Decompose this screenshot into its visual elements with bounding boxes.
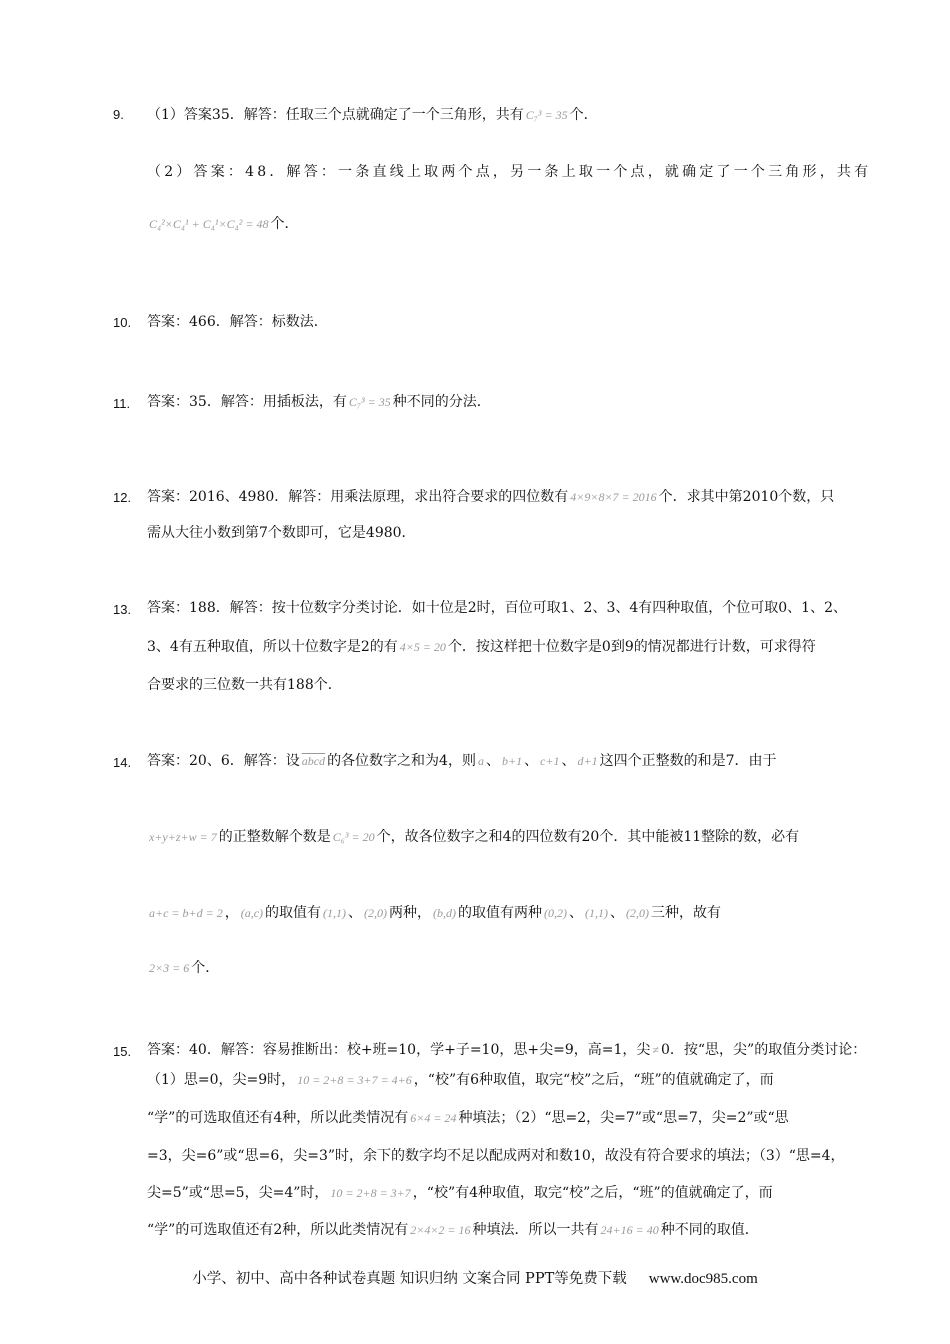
math-formula: (2,0) [364,906,388,920]
text: 三种，故有 [651,905,722,921]
problem-15-line-5 [147,1183,773,1203]
text: 答案：40．解答：容易推断出：校+班=10，学+子=10，思+尖=9，高=1，尖 [147,1042,651,1058]
math-formula: d+1 [577,754,598,768]
problem-15-line-2 [147,1070,774,1090]
text: 种不同的分法． [392,394,491,410]
text: 、 [348,905,363,921]
problem-11-number: 11. [113,396,131,411]
text: 的各位数字之和为4，则 [327,753,476,769]
problem-15-line-1 [147,1040,866,1060]
problem-13-line-1: 答案：188．解答：按十位数字分类讨论．如十位是2时，百位可取1、2、3、4有四种取值，个位可取0、1、2、 [147,600,847,616]
math-formula: 24+16 = 40 [600,1223,659,1237]
text: 的正整数解个数是 [218,829,331,845]
math-formula: (2,0) [626,906,650,920]
math-formula: 6×4 = 24 [410,1111,457,1125]
text: 个． [569,107,598,123]
problem-9-number: 9. [113,107,124,122]
math-formula: 2×3 = 6 [149,961,190,975]
footer-url[interactable]: www.doc985.com [648,1271,758,1287]
math-formula: ≠ [652,1043,659,1057]
problem-13-number: 13. [113,602,132,617]
math-formula: C₇³ = 35 [525,108,568,122]
text: 种不同的取值． [660,1222,759,1238]
math-formula: (1,1) [323,906,347,920]
text: “学”的可选取值还有2种，所以此类情况有 [147,1222,409,1238]
problem-12-number: 12. [113,490,132,505]
math-formula: 10 = 2+8 = 3+7 [330,1186,411,1200]
text: （2）答案：48．解答：一条直线上取两个点，另一条上取一个点，就确定了一个三角形，共有 [147,164,872,180]
math-formula: 10 = 2+8 = 3+7 = 4+6 [297,1073,412,1087]
text: （1）答案35．解答：任取三个点就确定了一个三角形，共有 [147,107,524,123]
text: 个．求其中第2010个数，只 [658,489,835,505]
text: “学”的可选取值还有4种，所以此类情况有 [147,1110,409,1126]
problem-14-line-1 [147,751,777,771]
problem-9-line-1 [147,105,598,125]
text: 这四个正整数的和是7．由于 [599,753,777,769]
problem-12-line-2: 需从大往小数到第7个数即可，它是4980． [147,525,416,541]
text: 的取值有两种 [458,905,543,921]
math-formula: 2×4×2 = 16 [410,1223,471,1237]
text: 的取值有 [265,905,322,921]
text: 3、4有五种取值，所以十位数字是2的有 [147,639,398,655]
math-formula: C₆³ = 20 [332,830,375,844]
problem-15-line-6 [147,1220,759,1240]
math-formula: 4×9×8×7 = 2016 [570,490,657,504]
problem-15-line-3 [147,1108,789,1128]
footer-text: 小学、初中、高中各种试卷真题 知识归纳 文案合同 PPT等免费下载 [192,1271,627,1287]
text: 、 [569,905,584,921]
problem-11-line-1 [147,392,491,412]
text: ，“校”有4种取值，取完“校”之后，“班”的值就确定了，而 [412,1185,773,1201]
problem-9-line-3 [147,214,298,234]
text: 、 [485,753,500,769]
text: 尖=5”或“思=5，尖=4”时， [147,1185,329,1201]
text: （1）思=0，尖=9时， [147,1072,296,1088]
math-formula: 4×5 = 20 [399,640,446,654]
math-formula: (1,1) [585,906,609,920]
math-formula: c+1 [540,754,560,768]
problem-13-line-2 [147,637,816,657]
text: 答案：35．解答：用插板法，有 [147,394,347,410]
text: 种填法；（2）“思=2，尖=7”或“思=7，尖=2”或“思 [458,1110,789,1126]
math-formula: abcd [301,754,326,768]
problem-10-number: 10. [113,315,132,330]
problem-9-line-2 [147,162,871,182]
problem-14-line-3 [147,903,721,923]
text: 个． [191,960,220,976]
problem-14-number: 14. [113,755,132,770]
problem-13-line-3: 合要求的三位数一共有188个． [147,677,342,693]
problem-12-line-1 [147,487,834,507]
text: 、 [561,753,576,769]
problem-14-line-2 [147,827,799,847]
math-formula: C₄²×C₄¹ + C₄¹×C₄² = 48 [149,217,269,231]
text: 0．按“思，尖”的取值分类讨论： [660,1042,867,1058]
math-formula: b+1 [501,754,523,768]
text: 答案：20、6．解答：设 [147,753,300,769]
math-formula: x+y+z+w = 7 [149,830,217,844]
math-formula: C₇³ = 35 [348,395,391,409]
text: 答案：2016、4980．解答：用乘法原理，求出符合要求的四位数有 [147,489,569,505]
problem-14-line-4 [147,958,219,978]
text: 、 [524,753,539,769]
text: ， [224,905,239,921]
text: 两种， [389,905,432,921]
page-footer [0,1267,950,1288]
problem-15-line-4: =3，尖=6”或“思=6，尖=3”时，余下的数字均不足以配成两对和数10，故没有符合要求的填法；（3）“思=4， [147,1148,845,1164]
text: 个．按这样把十位数字是0到9的情况都进行计数，可求得符 [447,639,816,655]
text: 个，故各位数字之和4的四位数有20个．其中能被11整除的数，必有 [376,829,800,845]
text: 、 [610,905,625,921]
math-formula: a [477,754,484,768]
text: 个． [270,216,299,232]
text: 种填法．所以一共有 [472,1222,599,1238]
text: ，“校”有6种取值，取完“校”之后，“班”的值就确定了，而 [413,1072,774,1088]
math-formula: (a,c) [240,906,264,920]
math-formula: a+c = b+d = 2 [149,906,223,920]
math-formula: (0,2) [544,906,568,920]
problem-10-line-1: 答案：466．解答：标数法． [147,314,328,330]
problem-15-number: 15. [113,1044,132,1059]
math-formula: (b,d) [433,906,457,920]
